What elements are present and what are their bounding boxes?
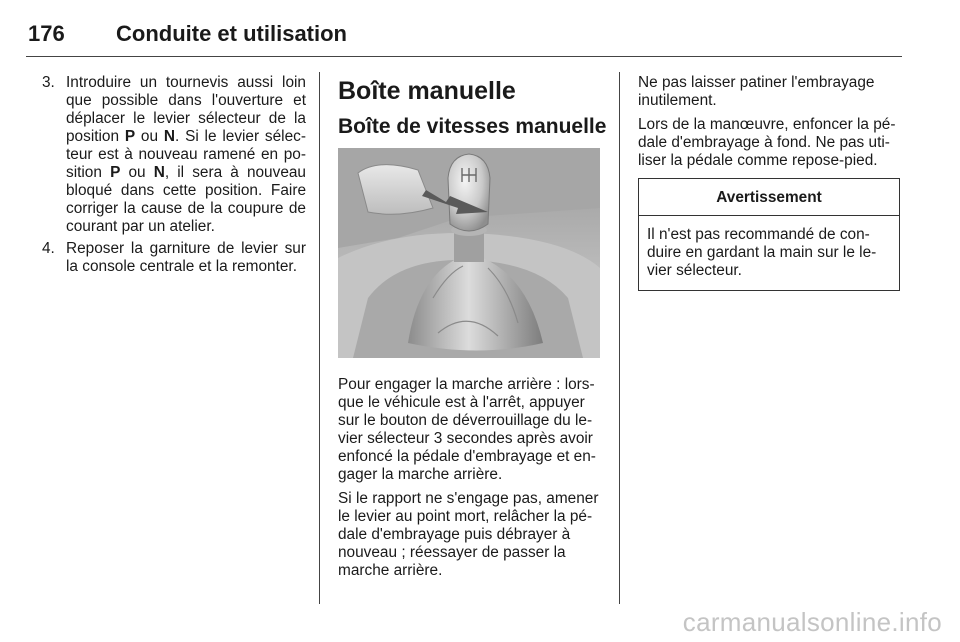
steps-list xyxy=(34,74,306,276)
position-n-label: N xyxy=(153,164,165,181)
page-header xyxy=(28,14,347,54)
warning-heading: Avertissement xyxy=(639,179,899,216)
step-text-part: Introduire un tournevis aussi loin que possible dans l'ouverture et déplacer le levier sélecteur de la position xyxy=(66,74,306,145)
section-title: Boîte manuelle xyxy=(338,77,516,105)
step-text-part: , il sera à nouveau bloqué dans cette position. Faire corriger la cause de la coupure de courant par un atelier. xyxy=(66,164,306,235)
warning-box xyxy=(638,178,900,291)
column-divider-2 xyxy=(619,72,620,604)
step-text-part: . Si le levier sélecteur est à nouveau ramené en position xyxy=(66,128,306,181)
paragraph: Pour engager la marche arrière : lorsque le véhicule est à l'arrêt, appuyer sur le bouton de déverrouillage du levier sélecteur 3 secondes après avoir enfoncé la pédale d'embrayage et engager la marche arrière. xyxy=(338,376,596,483)
column-3 xyxy=(638,74,902,291)
header-title: Conduite et utilisation xyxy=(116,21,347,46)
step-item-4 xyxy=(34,240,306,276)
step-text-part: ou xyxy=(120,164,154,181)
gear-lever-svg xyxy=(338,148,600,358)
warning-text: Il n'est pas recommandé de conduire en gardant la main sur le levier sélecteur. xyxy=(647,226,877,279)
step-item-3 xyxy=(34,74,306,236)
column-2 xyxy=(338,74,607,586)
step-text: Reposer la garniture de levier sur la console centrale et la remonter. xyxy=(66,240,306,275)
column-divider-1 xyxy=(319,72,320,604)
header-rule xyxy=(26,56,902,57)
sub-title: Boîte de vitesses manuelle xyxy=(338,115,607,138)
step-text-part: ou xyxy=(135,128,164,145)
page-number: 176 xyxy=(28,21,65,46)
paragraph: Ne pas laisser patiner l'embrayage inutilement. xyxy=(638,74,875,109)
column-1 xyxy=(34,74,306,280)
position-p-label: P xyxy=(110,164,121,181)
step-number: 3. xyxy=(42,74,55,91)
position-n-label: N xyxy=(163,128,175,145)
gear-lever-illustration xyxy=(338,148,600,358)
position-p-label: P xyxy=(124,128,136,145)
step-number: 4. xyxy=(42,240,55,257)
watermark: carmanualsonline.info xyxy=(682,607,942,637)
paragraph: Lors de la manœuvre, enfoncer la pédale d'embrayage à fond. Ne pas utiliser la pédale comme repose-pied. xyxy=(638,116,896,169)
paragraph: Si le rapport ne s'engage pas, amener le levier au point mort, relâcher la pédale d'embrayage puis débrayer à nouveau ; réessayer de passer la marche arrière. xyxy=(338,490,599,579)
